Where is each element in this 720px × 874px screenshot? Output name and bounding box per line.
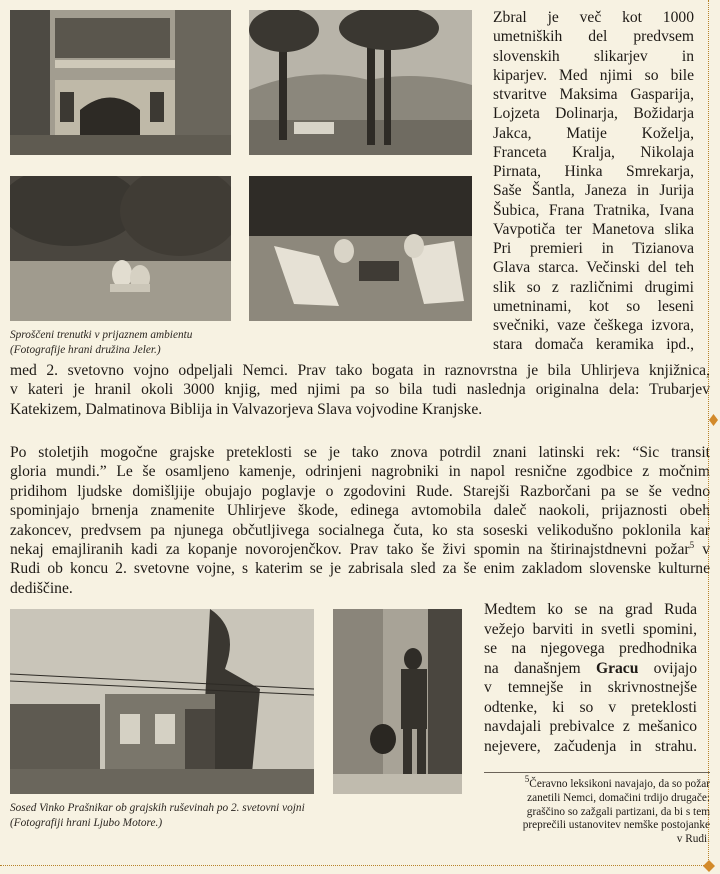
footnote-divider <box>484 772 710 773</box>
bold-place-name: Gracu <box>595 659 639 677</box>
text-segment: v <box>694 541 710 559</box>
caption-line: Sproščeni trenutki v prijaznem ambientu <box>10 329 193 341</box>
text-line: pridihom ljudske domišljije obujajo poglavje o zgodovini Rude. Starejši Razborčani pa se še vedno <box>10 482 710 500</box>
text-line: Glava starca. Večinski del teh <box>493 259 694 277</box>
text-line: stvaritve Maksima Gasparija, <box>493 86 694 103</box>
text-line: Pri premieri in Tizianova <box>493 240 694 257</box>
text-line: Rudi ob koncu 2. svetovne vojne, s katerim se je zabrisala sled za še enim zakladom slovenske kulturne <box>10 560 710 578</box>
corner-ornament-icon <box>703 860 715 872</box>
text-line: Pirnata, Hinka Smrekarja, <box>493 163 694 180</box>
text-column-top <box>493 8 694 355</box>
footnote-line: graščino so zažgali partizani, da bi s tem <box>526 805 710 818</box>
text-line: Medtem ko se na grad Ruda <box>484 601 697 618</box>
text-line: stara domača keramika ipd., <box>493 336 694 354</box>
text-line: med 2. svetovno vojno odpeljali Nemci. Prav tako bogata in raznovrstna je bila Uhlirjeva knjižnica, <box>10 362 710 379</box>
footnote-reference: 5 <box>689 539 695 550</box>
photo-villa-facade <box>10 10 231 155</box>
text-column-bottom <box>484 600 697 756</box>
text-line: Saše Šantla, Janeza in Jurija <box>493 182 694 200</box>
text-line: slik so z različnimi drugimi <box>493 278 694 296</box>
caption-top-photos <box>10 328 240 357</box>
caption-line: Sosed Vinko Prašnikar ob grajskih ruševinah po 2. svetovni vojni <box>10 802 305 814</box>
text-line: spominjajo brnenja znamenite Uhlirjeve škode, edinega avtomobila daleč naokoli, prijaznosti obeh <box>10 502 710 520</box>
photo-castle-ruins <box>10 609 314 794</box>
footnote-line: preprečili ustanovitev nemške postojanke <box>522 819 710 832</box>
text-line: kiparjev. Med njimi so bile <box>493 66 694 84</box>
page-border-bottom <box>0 865 708 866</box>
footnote <box>480 774 710 847</box>
text-line: navdajali prebivalce z mešanico <box>484 718 697 735</box>
text-line: Šubica, Frana Tratnika, Ivana <box>493 201 694 219</box>
text-line: gloria mundi.” Le še osamljeno kamenje, odrinjeni nagrobniki in napol resnične zgodbice z močnim <box>10 463 710 481</box>
text-line-with-footnote <box>10 540 710 559</box>
text-line: dediščine. <box>10 579 73 597</box>
text-line <box>484 659 697 679</box>
text-line: Po stoletjih mogočne grajske preteklosti se je tako znova potrdil znani latinski rek: “Sic transit <box>10 444 710 461</box>
caption-bottom-photos <box>10 801 350 830</box>
footnote-number: 5 <box>524 774 530 785</box>
footnote-line: v Rudi. <box>676 833 710 846</box>
photo-deck-chairs <box>249 176 472 321</box>
text-line: odtenke, ki so v preteklosti <box>484 698 697 716</box>
text-segment: ovijajo <box>638 659 697 677</box>
footnote-line <box>480 774 710 792</box>
footnote-line: zanetili Nemci, domačini trdijo drugače: <box>527 791 710 804</box>
photo-man-with-dog <box>333 609 462 794</box>
diamond-ornament-icon <box>709 414 718 426</box>
text-line: zakoncev, predvsem pa njunega občutljivega socialnega čuta, ko sta soseski velikodušno poklonila kar <box>10 521 710 539</box>
photo-garden-trees <box>249 10 472 155</box>
text-line: Katekizem, Dalmatinova Biblija in Valvazorjeva Slava vojvodine Kranjske. <box>10 400 483 418</box>
text-line: se na njegovega predhodnika <box>484 640 697 657</box>
text-line: slovenskih slikarjev in <box>493 47 694 65</box>
text-line: umetninami, kot so leseni <box>493 297 694 315</box>
text-line: svečniki, vaze češkega izvora, <box>493 317 694 334</box>
text-line: v temnejše in skrivnostnejše <box>484 679 697 696</box>
caption-line: (Fotografije hrani družina Jeler.) <box>10 343 161 356</box>
text-line: Jakca, Matije Koželja, <box>493 124 694 142</box>
text-line: Lojzeta Dolinarja, Božidarja <box>493 105 694 123</box>
caption-line: (Fotografiji hrani Ljubo Motore.) <box>10 816 163 829</box>
text-line: umetniških del predvsem <box>493 28 694 46</box>
text-line: nejevere, začudenja in strahu. <box>484 737 697 755</box>
text-line: Zbral je več kot 1000 <box>493 9 694 26</box>
photo-women-meadow <box>10 176 231 321</box>
paragraph-history <box>10 443 710 598</box>
text-segment: na današnjem <box>484 659 596 677</box>
text-segment: nekaj emajliranih kadi za kopanje novorojenčkov. Prav tako še živi spomin na štirinajstdnevni požar <box>10 541 690 559</box>
text-line: vežejo barviti in svetli spomini, <box>484 620 697 638</box>
text-line: v kateri je hranil okoli 3000 knjig, med njimi pa so bila tudi naslednja originalna dela: Trubarjev <box>10 381 710 399</box>
text-line: Vavpotiča ter Manetova slika <box>493 220 694 238</box>
text-segment: Čeravno leksikoni navajajo, da so požar <box>529 778 710 790</box>
paragraph-library <box>10 361 710 419</box>
text-line: Franceta Kralja, Nikolaja <box>493 143 694 161</box>
page-border-right <box>708 0 709 866</box>
